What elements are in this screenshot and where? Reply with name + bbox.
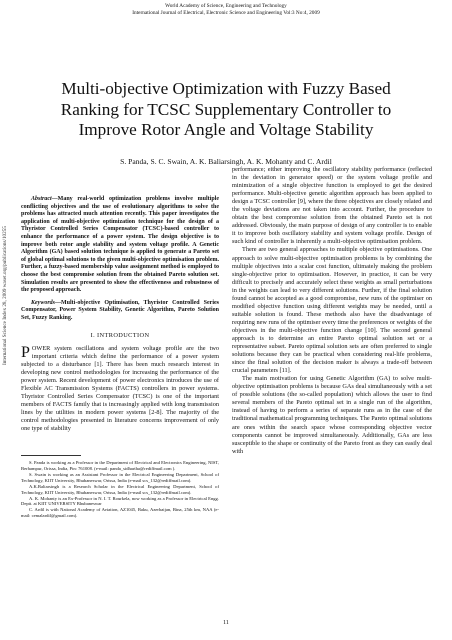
section-heading-introduction: I. INTRODUCTION: [90, 331, 150, 339]
abstract-label: Abstract: [31, 196, 52, 202]
footnote: C. Ardil is with National Academy of Aviation, AZ1045, Baku, Azerbaijan, Bina, 25th km, NAA (e-mail: cemalardil@gmail.com).: [21, 507, 219, 519]
body-paragraph: The main motivation for using Genetic Algorithm (GA) to solve multi-objective optimisation problems is because GAs deal simultaneously with a set of possible solutions (the so-called population) which allows the user to find several members of the Pareto optimal set in a single run of the algorithm, instead of having to perform a series of separate runs as in the case of the traditional mathematical programming techniques. The Pareto optimal solutions are ones within the search space whose corresponding objective vector components cannot be improved simultaneously. Additionally, GAs are less susceptible to the shape or continuity of the Pareto front as they can easily deal with: [232, 375, 432, 455]
keywords-label: Keywords: [31, 299, 55, 306]
paper-title: Multi-objective Optimization with Fuzzy Based Ranking for TCSC Supplementary Controller to Improve Rotor Angle and Voltage Stability: [60, 79, 392, 139]
body-paragraph: There are two general approaches to multiple objective optimisations. One approach to solve multi-objective optimisation problems is by combining the multiple objectives into a scalar cost function, ultimately making the problem single-objective prior to optimisation. However, in practice, it can be very difficult to precisely and accurately select these weights as small perturbations in the weights can lead to very different solutions. Further, if the final solution found cannot be accepted as a good compromise, new runs of the optimiser on modified objective function using different weights may be needed, until a suitable solution is found. These methods also have the disadvantage of requiring new runs of the optimiser every time the preferences or weights of the objectives in the multi-objective function change [10]. The second general approach is to determine an entire Pareto optimal solution set or a representative subset. Pareto optimal solution sets are often preferred to single solutions because they can be practical when considering real-life problems, since the final solution of the decision maker is always a trade-off between crucial parameters [11].: [232, 246, 432, 375]
keywords-text: —Multi-objective Optimisation, Thyristor Controlled Series Compensator, Power System Stability, Genetic Algorithm, Pareto Solution Set, Fuzzy Ranking.: [21, 299, 219, 321]
body-paragraph: performance; either improving the oscillatory stability performance (reflected in the deviation in generator speed) or the system voltage profile and minimization of a single objective function is employed to get the desired performance. Multi-objective genetic algorithm approach has been applied to design a TCSC controller [9], where the three objectives are closely related and the voltage deviations are not taken into account. Further, the procedure to obtain the best compromise solution from the obtained Pareto set is not addressed. Obviously, the main purpose of design of any controller is to enable it to improve both oscillatory stability and system voltage profile. Design of such kind of controller is inherently a multi-objective optimisation problem.: [232, 166, 432, 246]
side-stamp: [2, 226, 8, 369]
footnote: A.K.Baliarsingh is a Research Scholar in the Electrical Engineering Department, School of Technology, KIIT University, Bhubaneswar, Orissa, India (e-mail scs_132@rediffmail.com).: [21, 483, 219, 495]
left-column: [21, 196, 219, 519]
abstract: [21, 196, 219, 295]
keywords: [21, 300, 219, 323]
journal-name: World Academy of Science, Engineering and Technology: [165, 3, 287, 9]
side-stamp-text: International Science Index 28, 2009 waset.org/publications/10255: [2, 226, 8, 365]
right-column: [232, 166, 432, 456]
page-number: 11: [223, 620, 229, 626]
abstract-text: —Many real-world optimization problems involve multiple conflicting objectives and the use of evolutionary algorithms to solve the problems has attracted much attention recently. This paper investigates the application of multi-objective optimization technique for the design of a Thyristor Controlled Series Compensator (TCSC)-based controller to enhance the performance of a power system. The design objective is to improve both rotor angle stability and system voltage profile. A Genetic Algorithm (GA) based solution technique is applied to generate a Pareto set of global optimal solutions to the given multi-objective optimisation problem. Further, a fuzzy-based membership value assignment method is employed to choose the best compromise solution from the obtained Pareto solution set. Simulation results are presented to show the effectiveness and robustness of the proposed approach.: [21, 196, 219, 294]
journal-volume: International Journal of Electrical, Electronic Science and Engineering Vol:3 No:4, 2009: [132, 10, 320, 16]
intro-paragraph: POWER system oscillations and system voltage profile are the two important criteria which define the performance of a power system subjected to a disturbance [1]. There has been much research interest in developing new control methodologies for increasing the performance of the power system. Recent development of power electronics introduces the use of Flexible AC Transmission Systems (FACTS) controllers in power systems. Thyristor Controlled Series Compensator (TCSC) is one of the important members of FACTS family that is increasingly applied with long transmission lines by the utilities in modern power systems [2-8]. The majority of the control methodologies presented in literature concerns improvement of only one type of stability: [21, 343, 219, 433]
footnote: S. Panda is working as a Professor in the Department of Electrical and Electronics Engineering, NIST, Berhampur, Orissa, India, Pin: 761008. (e-mail: panda_sidhartha@rediffmail.com ).: [21, 460, 219, 471]
footnote: S. Swain is working as an Assistant Professor in the Electrical Engineering Department, School of Technology, KIIT University, Bhubaneswar, Orissa, India (e-mail scs_132@rediffmail.com).: [21, 471, 219, 483]
authors: S. Panda, S. C. Swain, A. K. Baliarsingh, A. K. Mohanty and C. Ardil: [120, 157, 332, 166]
footnote: A. K. Mohanty is an Ex-Professor in N. I. T. Rourkela, now working as a Professor in Electrical Engg. Deptt. at KIIT UNIVERSITY Bhubaneswar: [21, 495, 219, 507]
footnote-divider: [21, 455, 81, 456]
